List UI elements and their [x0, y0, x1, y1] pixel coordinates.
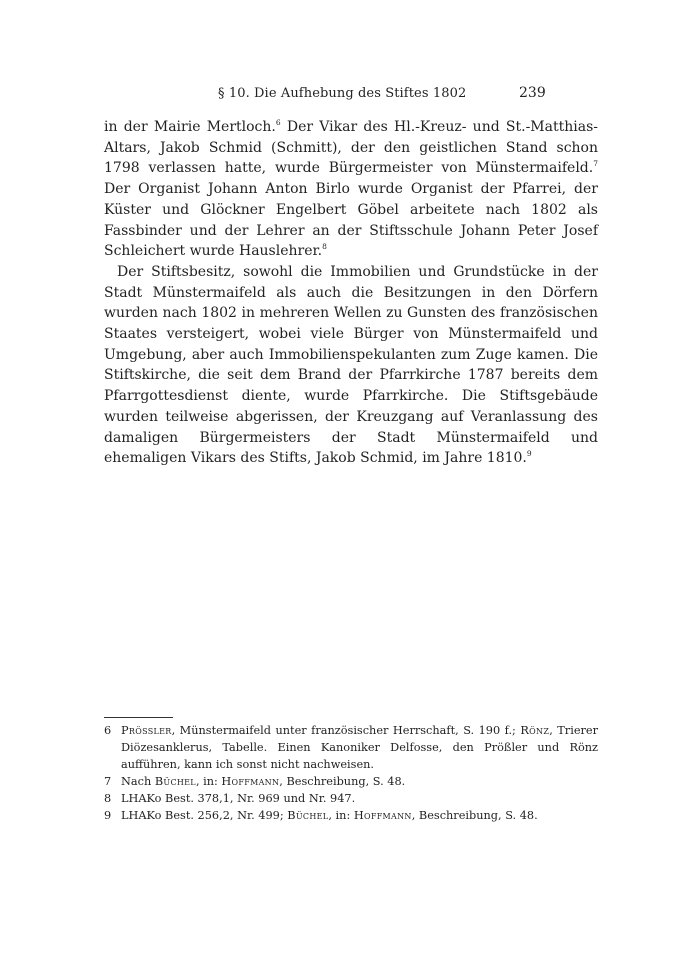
footnote-9 [104, 808, 598, 825]
footnote-text: LHAKo Best. 378,1, Nr. 969 und Nr. 947. [121, 791, 356, 805]
footnote-text: , Beschreibung, S. 48. [279, 774, 406, 788]
author-name: Büchel [154, 774, 196, 788]
footnote-text: , in: [328, 808, 354, 822]
footnote-8 [104, 791, 598, 808]
footnote-6 [104, 723, 598, 774]
paragraph-1 [104, 117, 598, 262]
footnotes [104, 723, 598, 824]
footnote-text: , Münstermaifeld unter französischer Herrschaft, S. 190 f.; [171, 724, 521, 737]
footnote-number: 7 [104, 774, 112, 788]
footnote-ref-7[interactable]: 7 [593, 159, 598, 169]
paragraph-2-text: Der Stiftsbesitz, sowohl die Immobilien und Grundstücke in der Stadt Münstermaifeld als auch die Besitzungen in den Dörfern wurden nach 1802 in mehreren Wellen zu Gunsten des französischen Staates versteigert, wobei viele Bürger von Münstermaifeld und Umgebung, aber auch Immobilienspekulanten zum Zuge kamen. Die Stiftskirche, die seit dem Brand der Pfarrkirche 1787 bereits dem Pfarrgottesdienst diente, wurde Pfarrkirche. Die Stiftsgebäude wurden teilweise abgerissen, der Kreuzgang auf Veranlassung des damaligen Bürgermeisters der Stadt Münstermaifeld und ehemaligen Vikars des Stifts, Jakob Schmid, im Jahre 1810. [104, 263, 598, 467]
paragraph-1-text-b: Der Vikar des Hl.-Kreuz- und St.-Matthias-Altars, Jakob Schmid (Schmitt), der den geistlichen Stand schon 1798 verlassen hatte, wurde Bürgermeister von Münstermaifeld. [104, 119, 598, 177]
running-header [0, 86, 700, 106]
footnote-text: Nach [121, 774, 155, 788]
footnote-number: 8 [104, 791, 112, 805]
author-name: Hoffmann [221, 774, 280, 788]
main-text [104, 117, 598, 469]
author-name: Hoffmann [353, 808, 412, 822]
running-title: § 10. Die Aufhebung des Stiftes 1802 [218, 86, 467, 101]
paragraph-2 [104, 262, 598, 469]
paragraph-1-text-c: Der Organist Johann Anton Birlo wurde Organist der Pfarrei, der Küster und Glöckner Engelbert Göbel arbeitete nach 1802 als Fassbinder und der Lehrer an der Stiftsschule Johann Peter Josef Schleichert wurde Hauslehrer. [104, 181, 598, 260]
footnote-7 [104, 774, 598, 791]
footnote-ref-6[interactable]: 6 [275, 118, 281, 127]
footnote-text: , Beschreibung, S. 48. [411, 808, 538, 822]
footnote-ref-9[interactable]: 9 [526, 449, 532, 459]
footnote-text: LHAKo Best. 256,2, Nr. 499; [121, 808, 288, 822]
paragraph-1-text-a: in der Mairie Mertloch. [104, 119, 276, 135]
footnote-number: 9 [104, 808, 112, 822]
footnote-text: , Trierer Diözesanklerus, Tabelle. Einen Kanoniker Delfosse, den Prößler und Rönz aufführen, kann ich sonst nicht nachweisen. [121, 724, 598, 771]
footnote-number: 6 [104, 724, 112, 737]
footnote-ref-8[interactable]: 8 [322, 242, 327, 252]
author-name: Prössler [121, 724, 172, 737]
footnote-separator [104, 717, 173, 718]
author-name: Büchel [287, 808, 329, 822]
author-name: Rönz [520, 724, 550, 737]
footnote-text: , in: [195, 774, 222, 788]
page-number: 239 [519, 85, 546, 101]
